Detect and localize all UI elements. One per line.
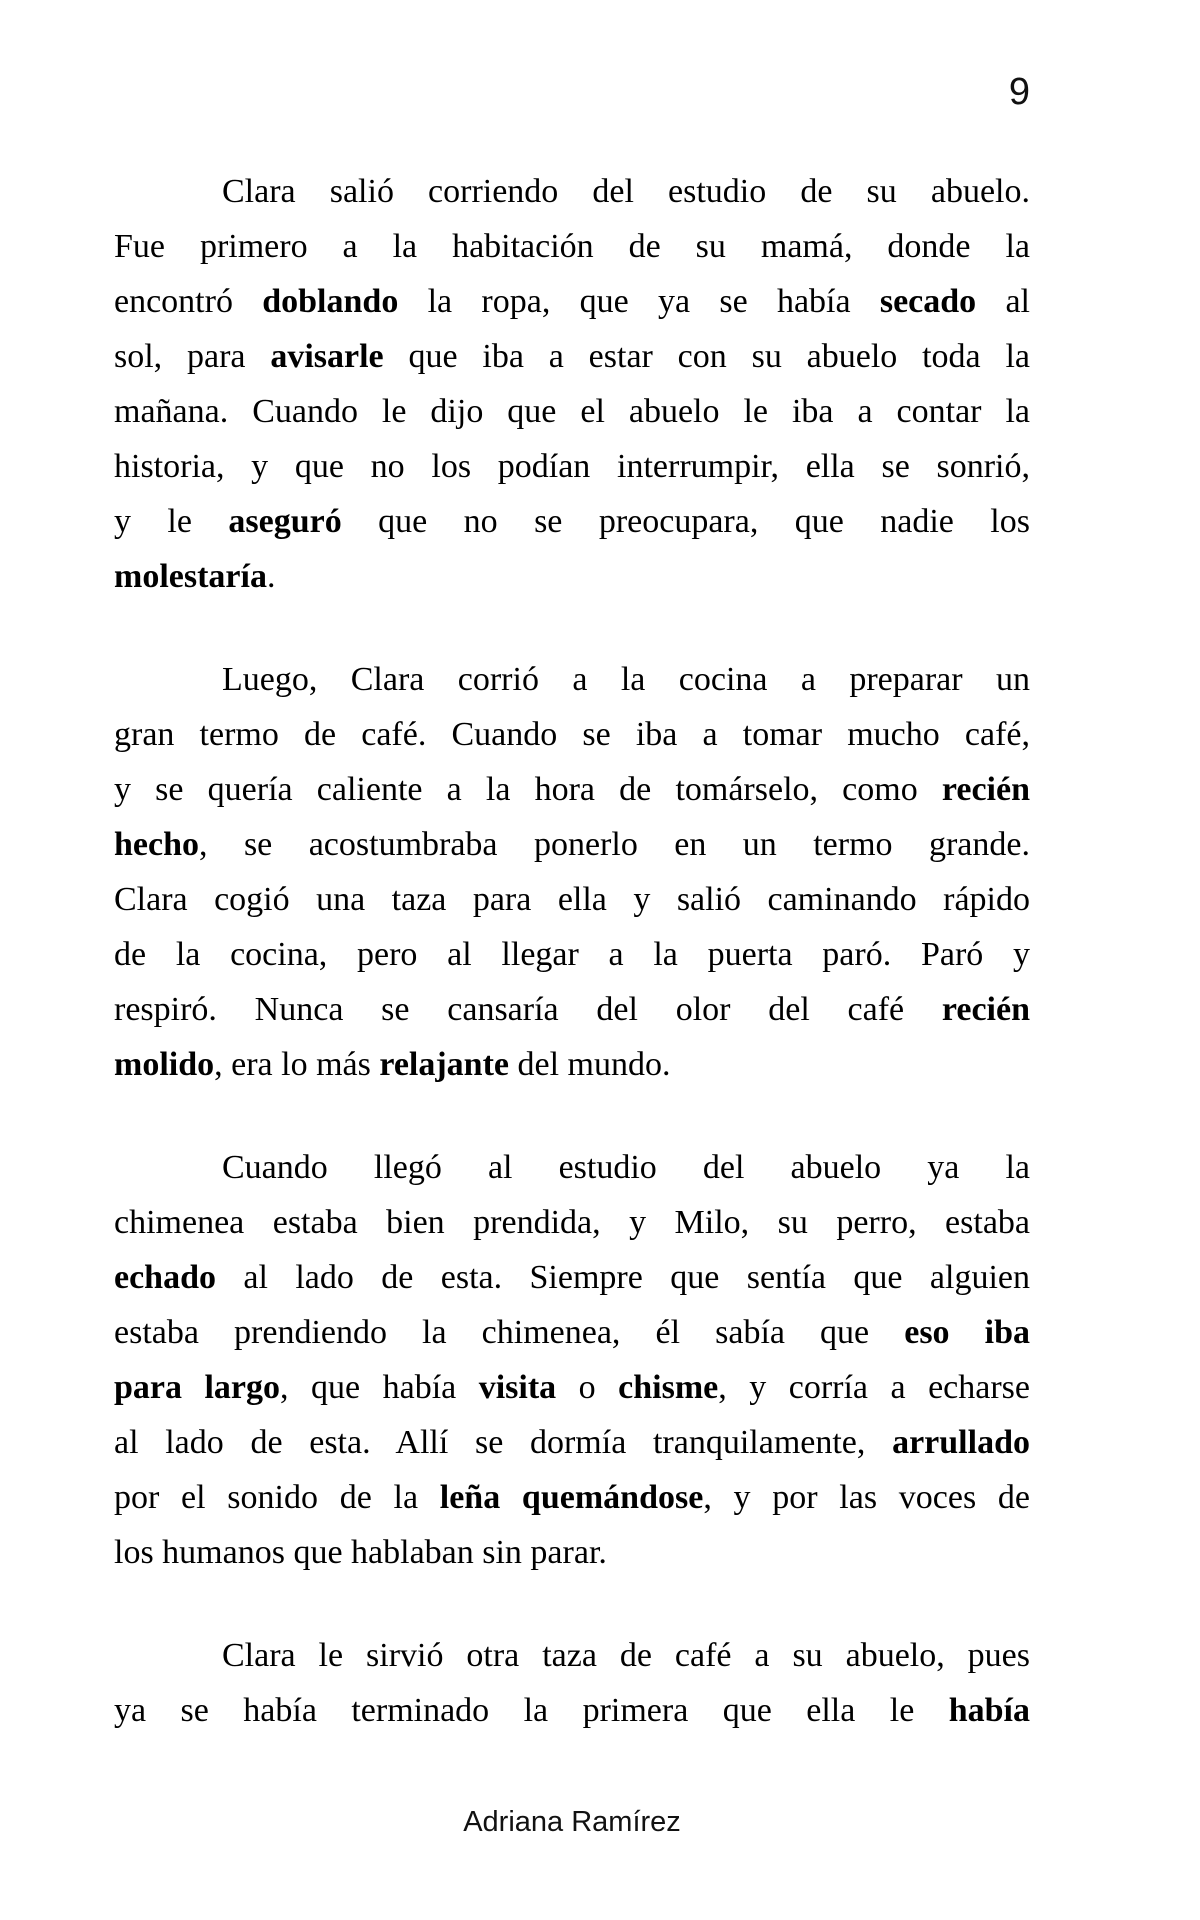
- text-line: hecho, se acostumbraba ponerlo en un termo grande.: [114, 826, 1030, 863]
- text-line: de la cocina, pero al llegar a la puerta paró. Paró y: [114, 936, 1030, 973]
- text-line: Cuando llegó al estudio del abuelo ya la: [222, 1149, 1030, 1186]
- bold-vocabulary-word: echado: [114, 1259, 216, 1296]
- paragraph: [114, 164, 1030, 604]
- bold-vocabulary-word: chisme: [618, 1369, 719, 1406]
- bold-vocabulary-word: relajante: [379, 1046, 510, 1083]
- bold-vocabulary-word: leña quemándose: [439, 1479, 704, 1516]
- bold-vocabulary-word: molestaría: [114, 558, 267, 595]
- text-line: Clara le sirvió otra taza de café a su abuelo, pues: [222, 1637, 1030, 1674]
- bold-vocabulary-word: visita: [478, 1369, 557, 1406]
- footer-author: Adriana Ramírez: [463, 1806, 681, 1838]
- text-line: respiró. Nunca se cansaría del olor del café recién: [114, 991, 1030, 1028]
- bold-vocabulary-word: eso iba: [904, 1314, 1030, 1351]
- bold-vocabulary-word: hecho: [114, 826, 199, 863]
- bold-vocabulary-word: doblando: [262, 283, 399, 320]
- text-line: gran termo de café. Cuando se iba a tomar mucho café,: [114, 716, 1030, 753]
- text-line: molido, era lo más relajante del mundo.: [114, 1046, 671, 1083]
- text-line: mañana. Cuando le dijo que el abuelo le iba a contar la: [114, 393, 1030, 430]
- text-line: sol, para avisarle que iba a estar con su abuelo toda la: [114, 338, 1030, 375]
- bold-vocabulary-word: para largo: [114, 1369, 281, 1406]
- text-line: los humanos que hablaban sin parar.: [114, 1534, 607, 1571]
- text-line: por el sonido de la leña quemándose, y por las voces de: [114, 1479, 1030, 1516]
- text-line: molestaría.: [114, 558, 276, 595]
- bold-vocabulary-word: aseguró: [228, 503, 342, 540]
- text-line: historia, y que no los podían interrumpir, ella se sonrió,: [114, 448, 1030, 485]
- text-line: para largo, que había visita o chisme, y corría a echarse: [114, 1369, 1031, 1406]
- bold-vocabulary-word: arrullado: [892, 1424, 1030, 1461]
- bold-vocabulary-word: había: [948, 1692, 1030, 1729]
- text-line: y le aseguró que no se preocupara, que nadie los: [114, 503, 1030, 540]
- bold-vocabulary-word: avisarle: [270, 338, 384, 375]
- text-line: Luego, Clara corrió a la cocina a preparar un: [222, 661, 1030, 698]
- text-line: ya se había terminado la primera que ella le había: [114, 1692, 1030, 1729]
- text-line: encontró doblando la ropa, que ya se había secado al: [114, 283, 1030, 320]
- text-line: echado al lado de esta. Siempre que sentía que alguien: [114, 1259, 1030, 1296]
- page-number: 9: [1008, 71, 1030, 113]
- page-text: [114, 164, 1030, 1738]
- text-line: Fue primero a la habitación de su mamá, donde la: [114, 228, 1030, 265]
- text-line: Clara salió corriendo del estudio de su abuelo.: [222, 173, 1030, 210]
- text-line: y se quería caliente a la hora de tomárselo, como recién: [114, 771, 1030, 808]
- text-line: Clara cogió una taza para ella y salió caminando rápido: [114, 881, 1030, 918]
- bold-vocabulary-word: recién: [941, 991, 1030, 1028]
- paragraph: [114, 1628, 1030, 1738]
- bold-vocabulary-word: secado: [879, 283, 977, 320]
- text-line: al lado de esta. Allí se dormía tranquilamente, arrullado: [114, 1424, 1030, 1461]
- text-line: estaba prendiendo la chimenea, él sabía que eso iba: [114, 1314, 1030, 1351]
- text-line: chimenea estaba bien prendida, y Milo, su perro, estaba: [114, 1204, 1030, 1241]
- bold-vocabulary-word: molido: [114, 1046, 215, 1083]
- paragraph: [114, 652, 1030, 1092]
- paragraph: [114, 1140, 1030, 1580]
- bold-vocabulary-word: recién: [941, 771, 1030, 808]
